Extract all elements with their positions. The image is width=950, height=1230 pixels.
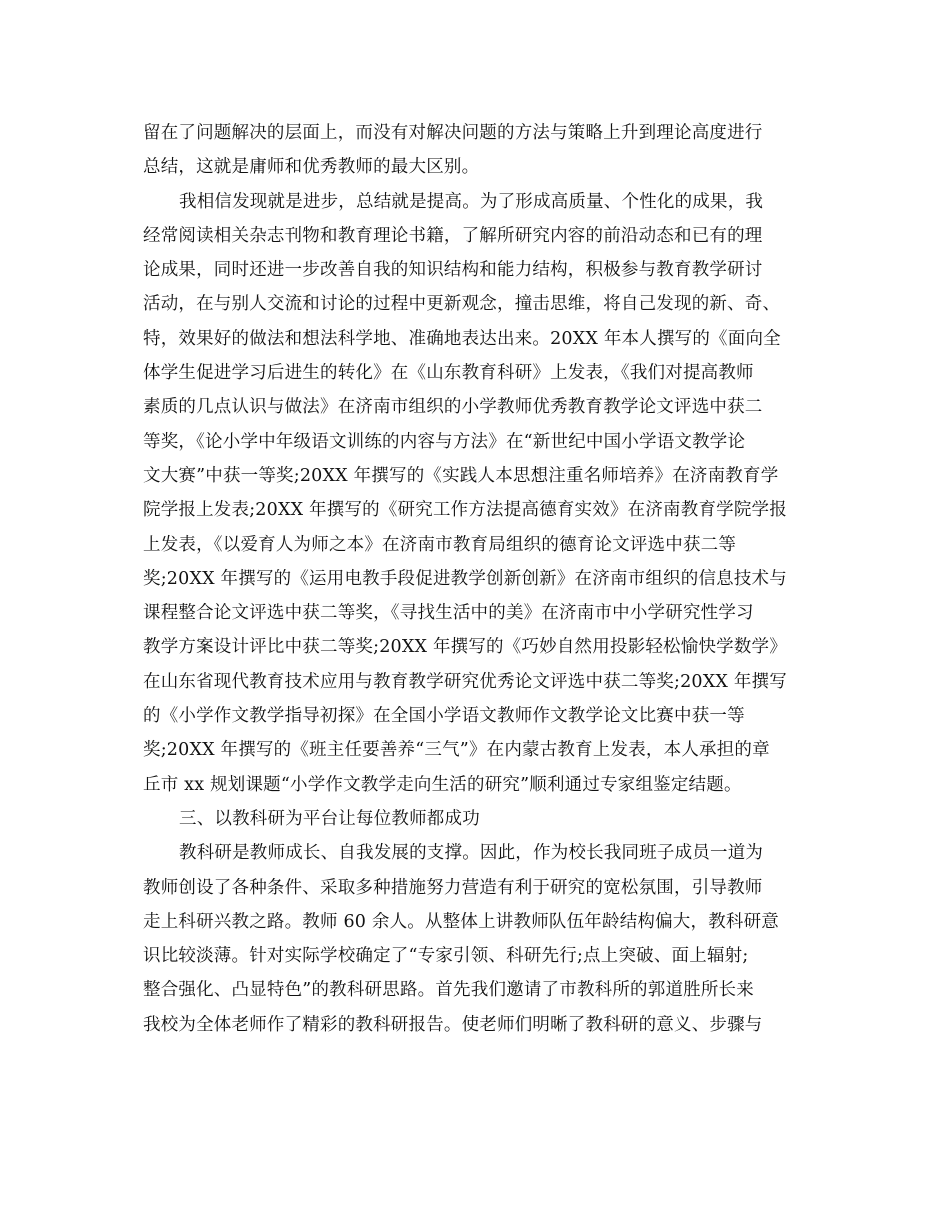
text-line: 丘市 xx 规划课题“小学作文教学走向生活的研究”顺利通过专家组鉴定结题。 — [143, 774, 742, 795]
text-line: 体学生促进学习后进生的转化》在《山东教育科研》上发表，《我们对提高教师 — [143, 363, 754, 384]
text-line: 教科研是教师成长、自我发展的支撑。因此，作为校长我同班子成员一道为 — [179, 843, 764, 864]
text-line: 教学方案设计评比中获二等奖;20XX 年撰写的《巧妙自然用投影轻松愉快学数学》 — [143, 637, 787, 658]
text-line: 文大赛”中获一等奖;20XX 年撰写的《实践人本思想注重名师培养》在济南教育学 — [143, 465, 779, 486]
text-line: 我相信发现就是进步，总结就是提高。为了形成高质量、个性化的成果，我 — [179, 191, 764, 212]
document-page — [143, 116, 803, 1042]
text-line: 活动，在与别人交流和讨论的过程中更新观念，撞击思维，将自己发现的新、奇、 — [143, 294, 781, 315]
text-line: 我校为全体老师作了精彩的教科研报告。使老师们明晰了教科研的意义、步骤与 — [143, 1014, 763, 1035]
text-line: 在山东省现代教育技术应用与教育教学研究优秀论文评选中获二等奖;20XX 年撰写 — [143, 671, 787, 692]
text-line: 走上科研兴教之路。教师 60 余人。从整体上讲教师队伍年龄结构偏大，教科研意 — [143, 911, 779, 932]
text-line: 留在了问题解决的层面上，而没有对解决问题的方法与策略上升到理论高度进行 — [143, 123, 763, 143]
text-line: 三、以教科研为平台让每位教师都成功 — [179, 808, 480, 829]
text-line: 教师创设了各种条件、采取多种措施努力营造有利于研究的宽松氛围，引导教师 — [143, 877, 763, 898]
text-line: 上发表，《以爱育人为师之本》在济南市教育局组织的德育论文评选中获二等 — [143, 534, 737, 555]
text-line: 特，效果好的做法和想法科学地、准确地表达出来。20XX 年本人撰写的《面向全 — [143, 328, 781, 349]
text-line: 整合强化、凸显特色”的教科研思路。首先我们邀请了市教科所的郭道胜所长来 — [143, 980, 754, 1001]
text-line: 素质的几点认识与做法》在济南市组织的小学教师优秀教育教学论文评选中获二 — [143, 397, 763, 418]
text-line: 经常阅读相关杂志刊物和教育理论书籍，了解所研究内容的前沿动态和已有的理 — [143, 225, 763, 246]
text-line: 课程整合论文评选中获二等奖，《寻找生活中的美》在济南市中小学研究性学习 — [143, 603, 754, 624]
text-line: 总结，这就是庸师和优秀教师的最大区别。 — [143, 157, 480, 178]
text-line: 的《小学作文教学指导初探》在全国小学语文教师作文教学论文比赛中获一等 — [143, 706, 745, 727]
text-line: 等奖，《论小学中年级语文训练的内容与方法》在“新世纪中国小学语文教学论 — [143, 431, 746, 452]
text-line: 奖;20XX 年撰写的《班主任要善养“三气”》在内蒙古教育上发表，本人承担的章 — [143, 740, 770, 761]
text-line: 院学报上发表;20XX 年撰写的《研究工作方法提高德育实效》在济南教育学院学报 — [143, 500, 787, 521]
text-line: 奖;20XX 年撰写的《运用电教手段促进教学创新创新》在济南市组织的信息技术与 — [143, 568, 787, 589]
text-line: 识比较淡薄。针对实际学校确定了“专家引领、科研先行;点上突破、面上辐射; — [143, 946, 749, 967]
text-line: 论成果，同时还进一步改善自我的知识结构和能力结构，积极参与教育教学研讨 — [143, 260, 763, 281]
